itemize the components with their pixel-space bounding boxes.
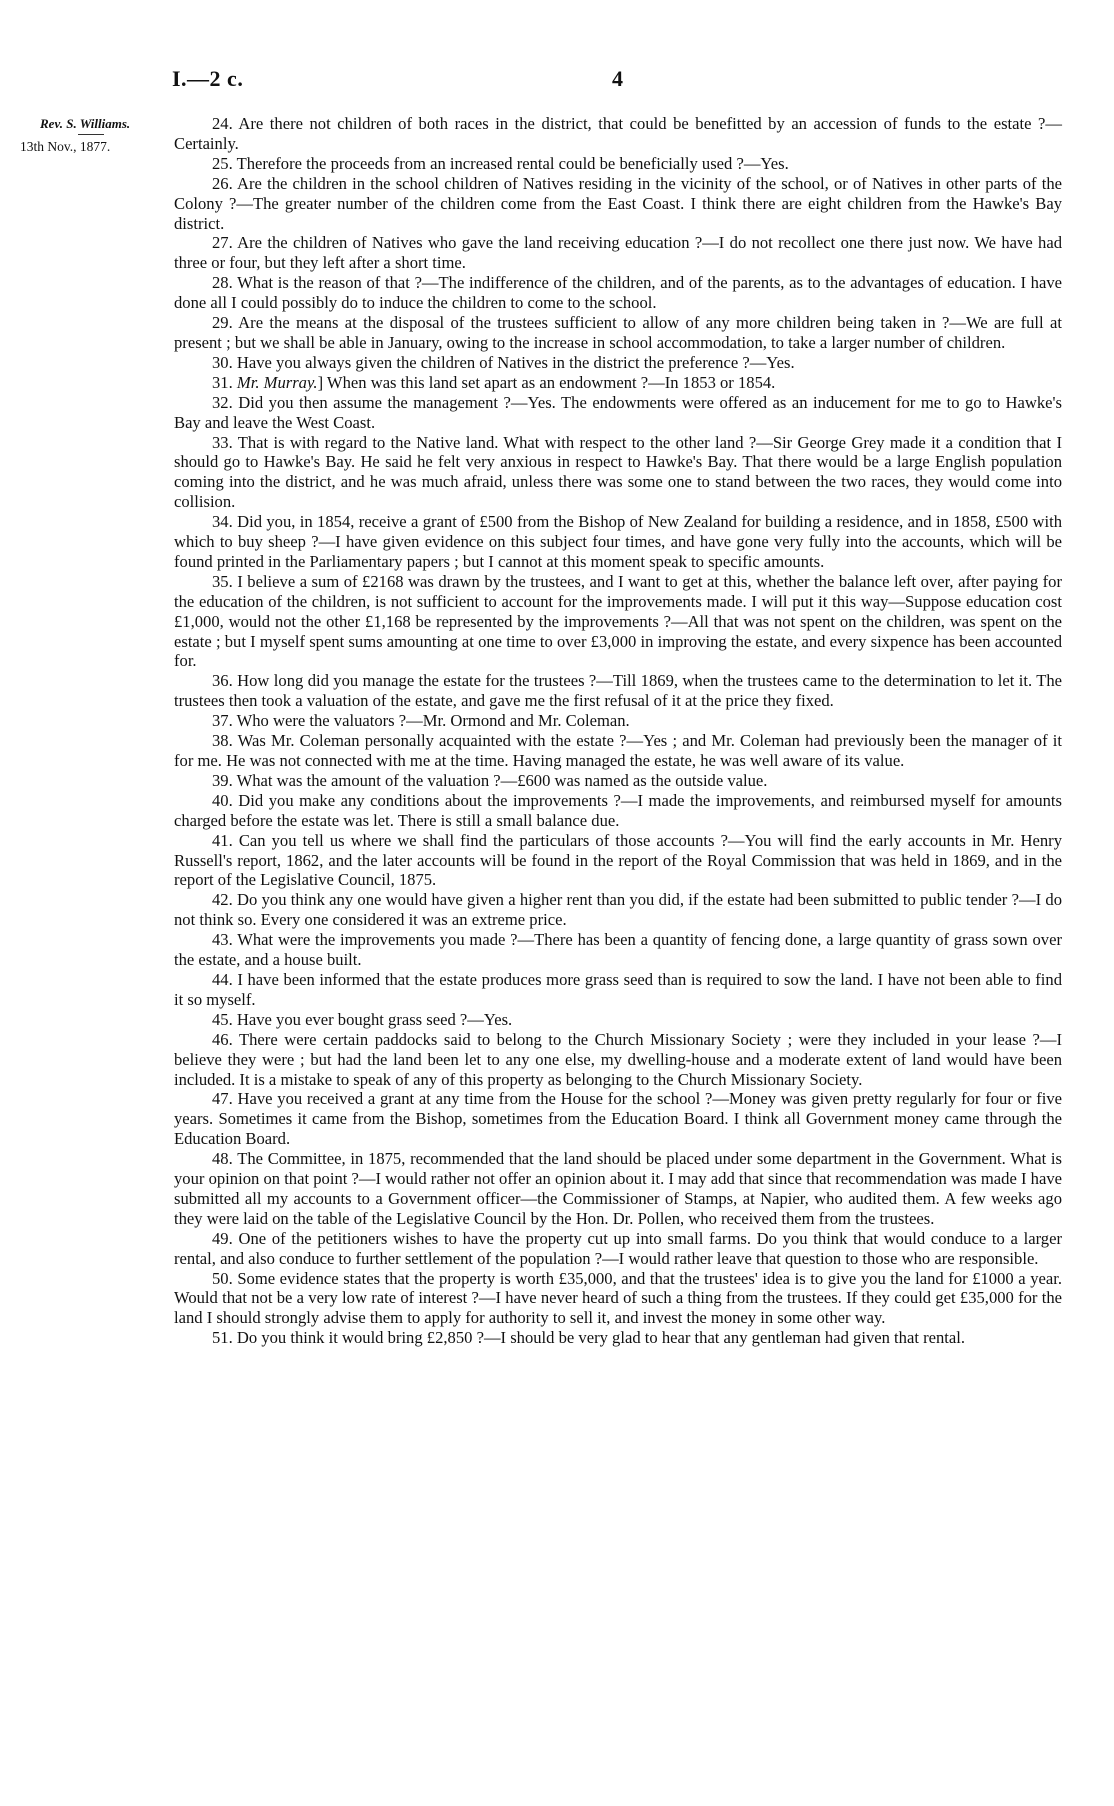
question-answer: 30. Have you always given the children of Natives in the district the preference ?—Yes. [212, 352, 795, 372]
question-answer: 47. Have you received a grant at any time from the House for the school ?—Money was given pretty regularly for four or five years. Sometimes it came from the Bishop, sometimes from the Education Board. I think all Government money came through the Education Board. [174, 1089, 1062, 1149]
paper-reference: I.—2 c. [172, 66, 244, 91]
page-number: 4 [612, 66, 623, 91]
question-answer: 44. I have been informed that the estate produces more grass seed than is required to sow the land. I have not been able to find it so myself. [174, 969, 1062, 1009]
witness-name: Rev. S. Williams. [40, 116, 131, 131]
question-answer: 36. How long did you manage the estate for the trustees ?—Till 1869, when the trustees came to the determination to let it. The trustees then took a valuation of the estate, and gave me the first refusal of it at the price they fixed. [174, 671, 1062, 711]
question-answer: 28. What is the reason of that ?—The indifference of the children, and of the parents, as to the advantages of education. I have done all I could possibly do to induce the children to come to the school. [174, 273, 1062, 313]
page-header [172, 66, 972, 96]
question-text: ] When was this land set apart as an endowment ?—In 1853 or 1854. [317, 372, 776, 392]
question-answer: 41. Can you tell us where we shall find the particulars of those accounts ?—You will find the early accounts in Mr. Henry Russell's report, 1862, and the later accounts will be found in the report of the Royal Commission that was held in 1869, and in the report of the Legislative Council, 1875. [174, 830, 1062, 890]
question-answer: 38. Was Mr. Coleman personally acquainted with the estate ?—Yes ; and Mr. Coleman had previously been the manager of it for me. He was not connected with me at the time. Having managed the estate, he was well aware of its value. [174, 731, 1062, 770]
evidence-body [174, 114, 1062, 1348]
question-answer: 40. Did you make any conditions about the improvements ?—I made the improvements, and reimbursed myself for amounts charged before the estate was let. There is still a small balance due. [174, 790, 1062, 830]
question-answer: 24. Are there not children of both races in the district, that could be benefitted by an accession of funds to the estate ?—Certainly. [174, 114, 1062, 153]
question-answer: 49. One of the petitioners wishes to have the property cut up into small farms. Do you think that would conduce to a larger rental, and also conduce to further settlement of the population ?—I would rather leave that question to those who are responsible. [174, 1228, 1062, 1268]
question-answer: 37. Who were the valuators ?—Mr. Ormond and Mr. Coleman. [212, 711, 630, 731]
speaker-name: Mr. Murray. [236, 372, 318, 392]
question-answer: 39. What was the amount of the valuation ?—£600 was named as the outside value. [212, 770, 768, 790]
question-answer: 43. What were the improvements you made ?—There has been a quantity of fencing done, a large quantity of grass sown over the estate, and a house built. [174, 930, 1062, 970]
question-answer: 26. Are the children in the school children of Natives residing in the vicinity of the school, or of Natives in other parts of the Colony ?—The greater number of the children come from the East Coast. I think there are eight children from the Hawke's Bay district. [174, 173, 1062, 233]
question-answer: 25. Therefore the proceeds from an increased rental could be beneficially used ?—Yes. [212, 153, 789, 173]
question-answer: 50. Some evidence states that the property is worth £35,000, and that the trustees' idea is to give you the land for £1000 a year. Would that not be a very low rate of interest ?—I have never heard of such a thing from the trustees. If they could get £35,000 for the land I should strongly advise them to apply for authority to sell it, and invest the money in some other way. [174, 1268, 1062, 1328]
question-answer: 33. That is with regard to the Native land. What with respect to the other land ?—Sir George Grey made it a condition that I should go to Hawke's Bay. He said he felt very anxious in respect to Hawke's Bay. That there would be a large English population coming into the district, and he was much afraid, unless there was some one to stand between the two races, they would come into collision. [174, 432, 1062, 512]
question-answer: 42. Do you think any one would have given a higher rent than you did, if the estate had been submitted to public tender ?—I do not think so. Every one considered it was an extreme price. [174, 890, 1062, 930]
question-answer: 32. Did you then assume the management ?—Yes. The endowments were offered as an inducement for me to go to Hawke's Bay and leave the West Coast. [174, 392, 1062, 432]
question-answer: 34. Did you, in 1854, receive a grant of £500 from the Bishop of New Zealand for building a residence, and in 1858, £500 with which to buy sheep ?—I have given evidence on this subject four times, and have gone very fully into the accounts, which will be found printed in the Parliamentary papers ; but I cannot at this moment speak to specific amounts. [174, 512, 1062, 571]
question-answer: 29. Are the means at the disposal of the trustees sufficient to allow of any more children being taken in ?—We are full at present ; but we shall be able in January, owing to the increase in school accommodation, to take a larger number of children. [174, 313, 1062, 352]
question-answer: 35. I believe a sum of £2168 was drawn by the trustees, and I want to get at this, whether the balance left over, after paying for the education of the children, is not sufficient to account for the improvements made. I will put it this way—Suppose education cost £1,000, would not the other £1,168 be represented by the improvements ?—All that was not spent on the children, was spent on the estate ; but I myself spent sums amounting at one time to over £3,000 in improving the estate, and every sixpence has been accounted for. [174, 571, 1062, 671]
question-number: 31. [212, 372, 237, 392]
question-answer: 51. Do you think it would bring £2,850 ?—I should be very glad to hear that any gentleman had given that rental. [212, 1328, 966, 1348]
question-answer: 46. There were certain paddocks said to belong to the Church Missionary Society ; were they included in your lease ?—I believe they were ; but had the land been let to any one else, my dwelling-house and a moderate extent of land would have been included. It is a mistake to speak of any of this property as belonging to the Church Missionary Society. [174, 1029, 1062, 1089]
question-answer [174, 373, 1062, 393]
evidence-date: 13th Nov., 1877. [20, 139, 111, 154]
margin-divider [78, 134, 104, 135]
question-answer: 48. The Committee, in 1875, recommended that the land should be placed under some department in the Government. What is your opinion on that point ?—I would rather not offer an opinion about it. I may add that since that recommendation was made I have submitted all my accounts to a Government officer—the Commissioner of Stamps, at Napier, who audited them. A few weeks ago they were laid on the table of the Legislative Council by the Hon. Dr. Pollen, who received them from the trustees. [174, 1149, 1062, 1228]
question-answer: 27. Are the children of Natives who gave the land receiving education ?—I do not recollect one there just now. We have had three or four, but they left after a short time. [174, 233, 1062, 273]
margin-note [20, 116, 170, 154]
question-answer: 45. Have you ever bought grass seed ?—Yes. [212, 1009, 513, 1029]
